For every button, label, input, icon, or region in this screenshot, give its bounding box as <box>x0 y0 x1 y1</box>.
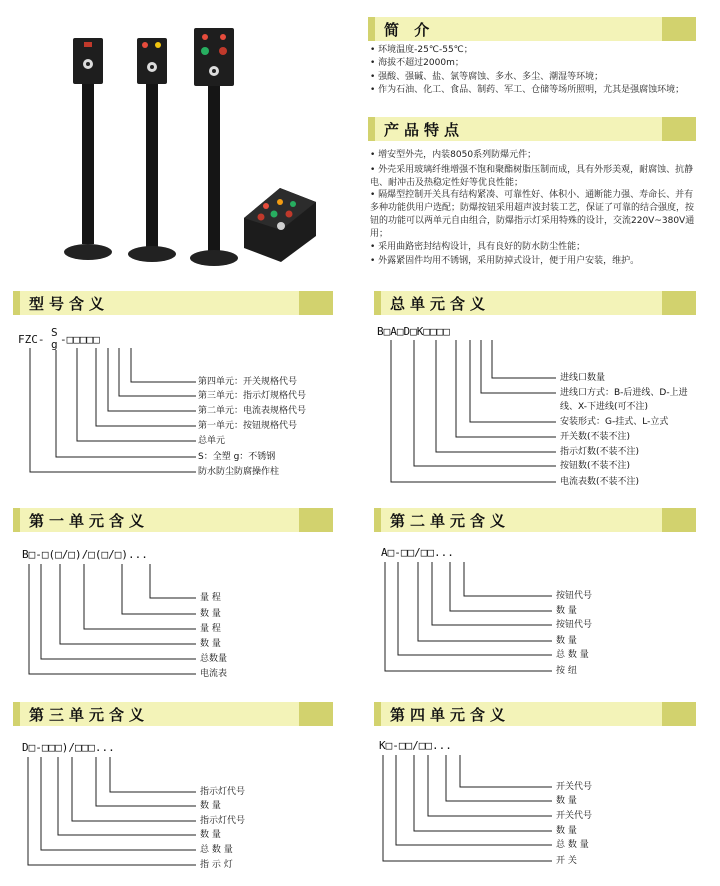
unit2-title: 第二单元含义 <box>390 512 511 530</box>
model-title: 型号含义 <box>29 295 110 313</box>
unit1-title: 第一单元含义 <box>29 512 150 530</box>
unit4-label-qty: 数 量 <box>556 796 577 806</box>
features-title: 产品特点 <box>384 121 465 139</box>
unit1-code: B□-□(□/□)/□(□/□)... <box>22 548 148 561</box>
unit3-label-lamp-code: 指示灯代号 <box>200 787 246 797</box>
model-label-unit1: 第一单元：按钮规格代号 <box>198 421 298 431</box>
intro-bullet-1: • 环境温度-25℃-55℃； <box>370 45 473 55</box>
unit3-label-qty: 数 量 <box>200 801 221 811</box>
unit1-label-qty-2: 数 量 <box>200 639 221 649</box>
unit3-title: 第三单元含义 <box>29 706 150 724</box>
total-label-meter-count: 电流表数(不装不注) <box>560 477 640 487</box>
unit2-label-button: 按 纽 <box>556 666 577 676</box>
unit1-label-qty: 数 量 <box>200 609 221 619</box>
unit2-label-qty-2: 数 量 <box>556 636 577 646</box>
unit2-code: A□-□□/□□... <box>381 546 454 559</box>
total-label-inlet-mode-2: 线、X-下进线(可不注) <box>560 402 648 412</box>
model-label-unit3: 第三单元：指示灯规格代号 <box>198 391 307 401</box>
model-code-rest: -□□□□□ <box>60 333 100 346</box>
unit3-label-lamp-code-2: 指示灯代号 <box>200 816 246 826</box>
unit3-label-total-qty: 总 数 量 <box>200 845 233 855</box>
total-label-inlet-mode: 进线口方式：B-后进线、D-上进 <box>560 388 688 398</box>
model-label-unit2: 第二单元：电流表规格代号 <box>198 406 307 416</box>
features-bullet-2: • 外壳采用玻璃纤维增强不饱和聚酯树脂压制而成，具有外形美观，耐腐蚀、抗静电、耐冲击及热稳定性好等优良性能； <box>370 165 694 188</box>
intro-bullet-3: • 强酸、强碱、盐、氯等腐蚀、多水、多尘、潮湿等环境； <box>370 72 604 82</box>
total-label-switch-count: 开关数(不装不注) <box>560 432 631 442</box>
features-bullet-5: • 外露紧固件均用不锈钢，采用防掉式设计，便于用户安装，维护。 <box>370 256 640 266</box>
unit3-code: D□-□□□)/□□□... <box>22 741 115 754</box>
total-label-lamp-count: 指示灯数(不装不注) <box>560 447 640 457</box>
features-bullet-4: • 采用曲路密封结构设计，具有良好的防水防尘性能； <box>370 242 586 252</box>
model-label-material: S：全塑 g：不锈钢 <box>198 452 276 462</box>
unit3-label-lamp: 指 示 灯 <box>200 860 233 870</box>
model-code-g: g <box>51 338 58 351</box>
intro-bullet-4: • 作为石油、化工、食品、制药、军工、仓储等场所照明，尤其是强腐蚀环境； <box>370 85 685 95</box>
unit4-label-total-qty: 总 数 量 <box>556 840 589 850</box>
unit4-label-switch: 开 关 <box>556 856 577 866</box>
unit4-label-switch-code: 开关代号 <box>556 782 593 792</box>
total-code: B□A□D□K□□□□ <box>377 325 450 338</box>
unit2-label-qty: 数 量 <box>556 606 577 616</box>
unit2-label-button-code-2: 按钮代号 <box>556 620 593 630</box>
unit4-label-switch-code-2: 开关代号 <box>556 811 593 821</box>
features-bullet-3: • 隔爆型控制开关具有结构紧凑、可靠性好、体积小、通断能力强、寿命长、并有多种功能供用户选配；防爆按钮采用超声波封装工艺，保证了可靠的结合强度，按钮的功能可以两单元自由组合，防爆指示灯采用特殊的设计，交流220V~380V通用； <box>370 190 695 239</box>
total-title: 总单元含义 <box>390 295 491 313</box>
model-label-total: 总单元 <box>198 436 226 446</box>
unit4-title: 第四单元含义 <box>390 706 511 724</box>
unit1-label-total-qty: 总数量 <box>200 654 228 664</box>
unit1-label-range: 量 程 <box>200 593 221 603</box>
features-bullet-1: • 增安型外壳，内装8050系列防爆元件； <box>370 150 537 160</box>
model-label-column: 防水防尘防腐操作柱 <box>198 467 280 477</box>
unit4-code: K□-□□/□□... <box>379 739 452 752</box>
unit1-label-range-2: 量 程 <box>200 624 221 634</box>
intro-bullet-2: • 海拔不超过2000m； <box>370 58 464 68</box>
total-label-mounting: 安装形式：G-挂式、L-立式 <box>560 417 669 427</box>
unit2-label-total-qty: 总 数 量 <box>556 650 589 660</box>
model-code-prefix: FZC- <box>18 333 45 346</box>
model-label-unit4: 第四单元：开关规格代号 <box>198 377 298 387</box>
unit1-label-ammeter: 电流表 <box>200 669 228 679</box>
unit3-label-qty-2: 数 量 <box>200 830 221 840</box>
unit4-label-qty-2: 数 量 <box>556 826 577 836</box>
model-code-s: S <box>51 326 58 339</box>
intro-title: 简 介 <box>384 21 435 39</box>
total-label-inlet-count: 进线口数量 <box>560 373 606 383</box>
unit2-label-button-code: 按钮代号 <box>556 591 593 601</box>
total-label-button-count: 按钮数(不装不注) <box>560 461 631 471</box>
